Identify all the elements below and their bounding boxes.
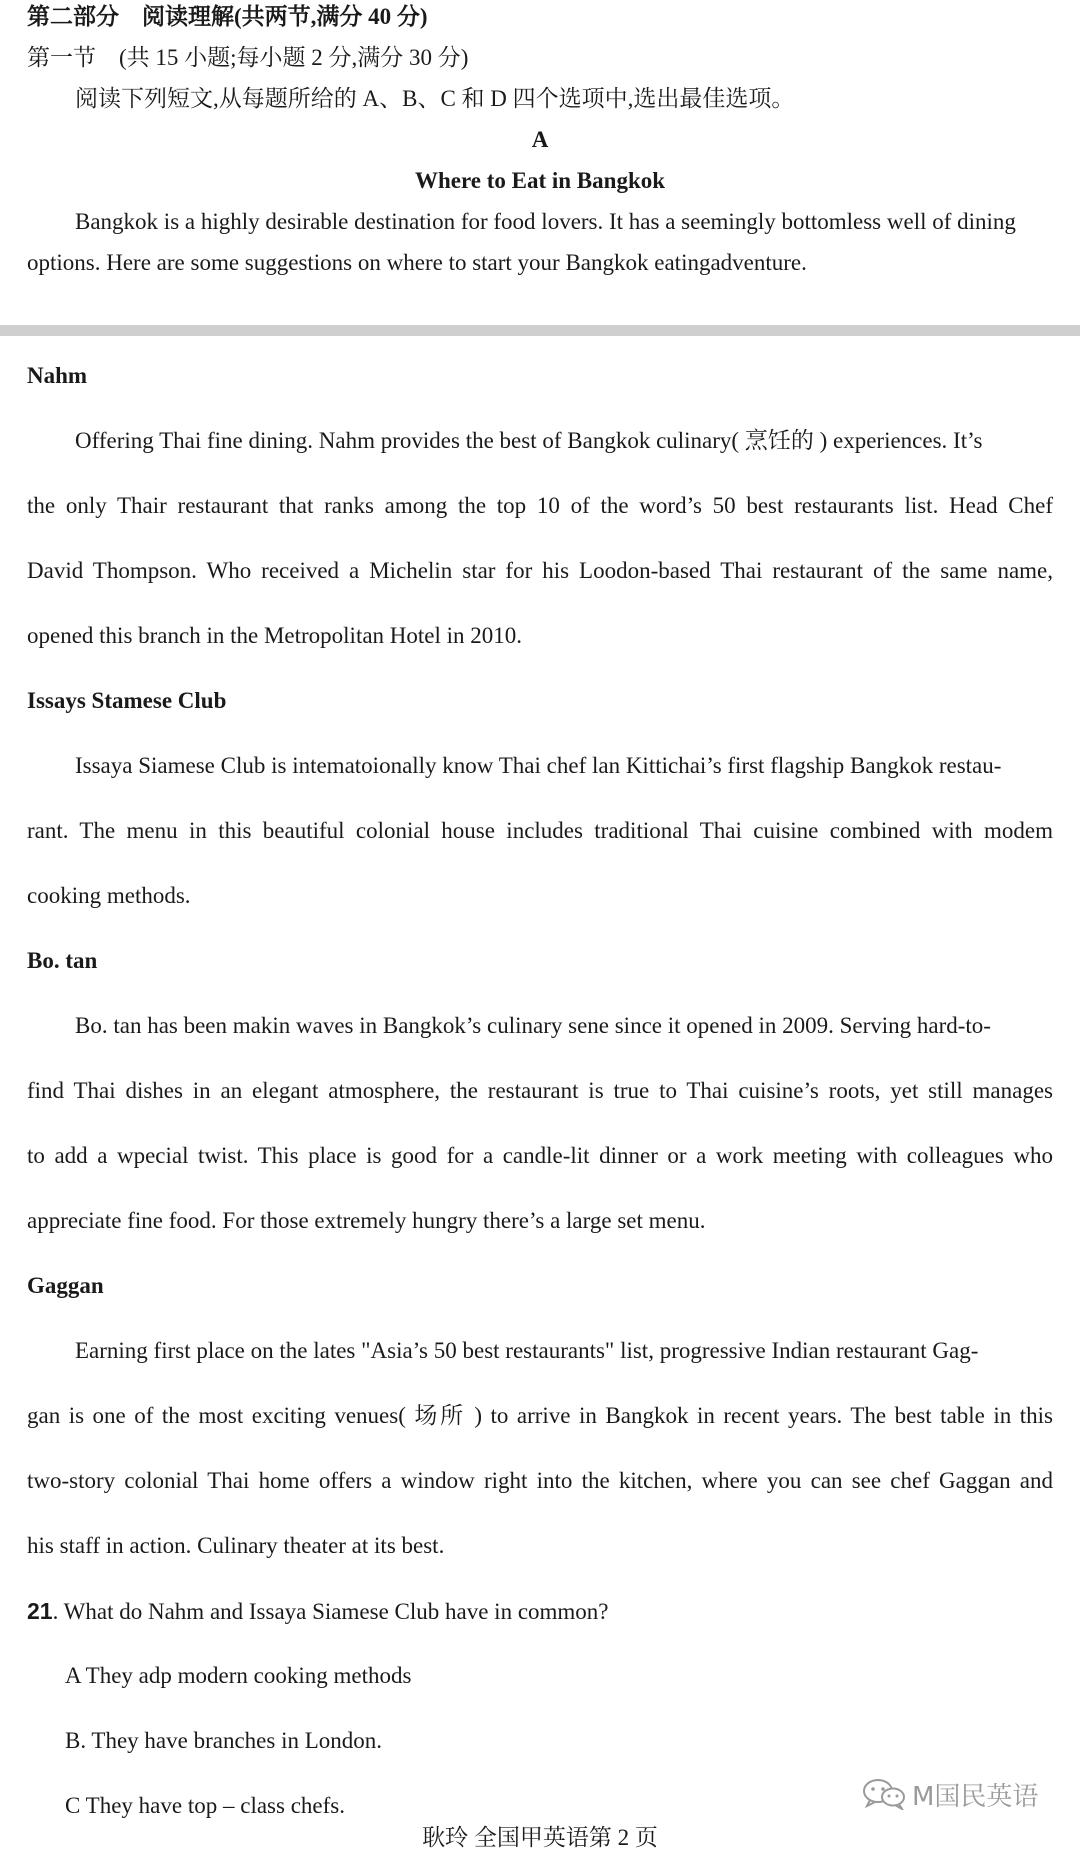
paragraph-line: his staff in action. Culinary theater at its best. xyxy=(27,1533,445,1558)
intro-line: options. Here are some suggestions on where to start your Bangkok eatingadventure. xyxy=(27,250,807,275)
passage-title: Where to Eat in Bangkok xyxy=(414,168,666,193)
wechat-icon xyxy=(862,1778,906,1810)
page-divider xyxy=(0,325,1080,336)
watermark xyxy=(862,1776,1038,1812)
paragraph-line: opened this branch in the Metropolitan Hotel in 2010. xyxy=(27,623,523,648)
paragraph-line: find Thai dishes in an elegant atmosphere, the restaurant is true to Thai cuisine’s roots, yet still manages xyxy=(27,1078,1053,1103)
instructions: 阅读下列短文,从每题所给的 A、B、C 和 D 四个选项中,选出最佳选项。 xyxy=(75,86,795,111)
paragraph-line: Earning first place on the lates "Asia’s 50 best restaurants" list, progressive Indian restaurant Gag- xyxy=(75,1338,979,1363)
paragraph-line: Offering Thai fine dining. Nahm provides the best of Bangkok culinary( 烹饪的 ) experiences. It’s xyxy=(75,428,983,453)
question-21 xyxy=(27,1596,609,1627)
restaurant-heading-botan: Bo. tan xyxy=(27,948,98,973)
paragraph-line: Issaya Siamese Club is intematoionally know Thai chef lan Kittichai’s first flagship Bangkok restau- xyxy=(75,753,1002,778)
paragraph-line: gan is one of the most exciting venues( 场所 ) to arrive in Bangkok in recent years. The best table in this xyxy=(27,1403,1053,1428)
intro-line: Bangkok is a highly desirable destination for food lovers. It has a seemingly bottomless well of dining xyxy=(75,209,1016,234)
page-footer: 耿玲 全国甲英语第 2 页 xyxy=(422,1825,658,1850)
paragraph-line: the only Thair restaurant that ranks among the top 10 of the word’s 50 best restaurants list. Head Chef xyxy=(27,493,1053,518)
paragraph-line: appreciate fine food. For those extremely hungry there’s a large set menu. xyxy=(27,1208,706,1233)
paragraph-line: to add a wpecial twist. This place is good for a candle-lit dinner or a work meeting with colleagues who xyxy=(27,1143,1053,1168)
paragraph-line: two-story colonial Thai home offers a window right into the kitchen, where you can see chef Gaggan and xyxy=(27,1468,1053,1493)
paragraph-line: Bo. tan has been makin waves in Bangkok’s culinary sene since it opened in 2009. Serving hard-to- xyxy=(75,1013,991,1038)
answer-option-a: A They adp modern cooking methods xyxy=(65,1663,412,1688)
question-text: . What do Nahm and Issaya Siamese Club have in common? xyxy=(52,1599,609,1624)
part-title: 第二部分 阅读理解(共两节,满分 40 分) xyxy=(27,4,428,29)
restaurant-heading-nahm: Nahm xyxy=(27,363,88,388)
watermark-text: M国民英语 xyxy=(912,1781,1039,1812)
paragraph-line: David Thompson. Who received a Michelin star for his Loodon-based Thai restaurant of the same name, xyxy=(27,558,1053,583)
answer-option-c: C They have top – class chefs. xyxy=(65,1793,345,1818)
answer-option-b: B. They have branches in London. xyxy=(65,1728,383,1753)
paragraph-line: rant. The menu in this beautiful colonial house includes traditional Thai cuisine combined with modem xyxy=(27,818,1053,843)
section-title: 第一节 (共 15 小题;每小题 2 分,满分 30 分) xyxy=(27,45,469,70)
question-number: 21 xyxy=(27,1598,53,1624)
restaurant-heading-gaggan: Gaggan xyxy=(27,1273,104,1298)
paragraph-line: cooking methods. xyxy=(27,883,191,908)
restaurant-heading-issaya: Issays Stamese Club xyxy=(27,688,227,713)
passage-letter: A xyxy=(531,127,549,152)
